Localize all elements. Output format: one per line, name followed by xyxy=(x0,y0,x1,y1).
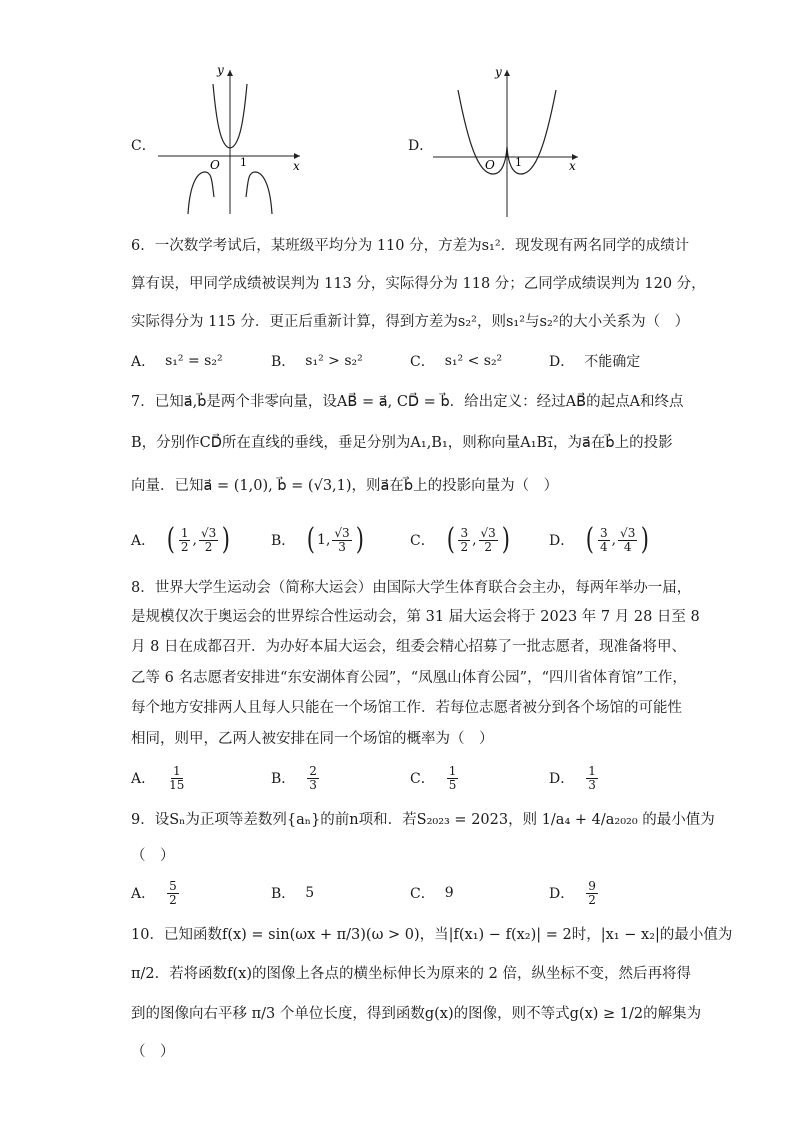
q8-line-4: 乙等 6 名志愿者安排进“东安湖体育公园”，“凤凰山体育公园”，“四川省体育馆”工作， xyxy=(131,670,687,686)
q7-option-d: D． ( $\frac{3}{4}$ , $\frac{√3}{4}$ ) xyxy=(549,522,650,557)
option-c-graph xyxy=(150,62,310,226)
q7-option-c: C． ( $\frac{3}{2}$ , $\frac{√3}{2}$ ) xyxy=(410,522,510,557)
q9-line-2: （ ） xyxy=(131,848,175,864)
q9-options xyxy=(131,876,691,910)
option-c-x-label: x xyxy=(293,159,300,173)
q6-option-c: C． s₁² < s₂² xyxy=(410,353,503,370)
q7-line-1: 7．已知a⃗,b⃗是两个非零向量，设AB⃗ = a⃗, CD⃗ = b⃗．给出定义：经过AB⃗的起点A和终点 xyxy=(131,394,684,410)
q8-options xyxy=(131,761,691,795)
q8-option-a: A． $\frac{1}{15}$ xyxy=(131,763,185,792)
q6-option-a: A． s₁² = s₂² xyxy=(131,353,223,370)
option-d-label: D． xyxy=(408,138,434,154)
option-d-y-label: y xyxy=(495,65,502,79)
q8-line-3: 月 8 日在成都召开．为办好本届大运会，组委会精心招募了一批志愿者，现准备将甲、 xyxy=(131,639,686,655)
option-c-tick: 1 xyxy=(240,156,247,169)
option-d-origin: O xyxy=(485,158,495,172)
option-c-y-label: y xyxy=(217,63,224,77)
q8-line-5: 每个地方安排两人且每人只能在一个场馆工作．若每位志愿者被分到各个场馆的可能性 xyxy=(131,700,682,716)
q6-options xyxy=(131,346,691,376)
q9-option-d: D． $\frac{9}{2}$ xyxy=(549,878,596,907)
option-c-label: C． xyxy=(131,138,156,154)
q8-option-b: B． $\frac{2}{3}$ xyxy=(271,763,317,792)
q7-options xyxy=(131,522,691,558)
q7-line-2: B，分别作CD⃗所在直线的垂线，垂足分别为A₁,B₁，则称向量A₁B₁⃗，为a⃗在b⃗上的投影 xyxy=(131,435,673,451)
q10-line-3: 到的图像向右平移 π/3 个单位长度，得到函数g(x)的图像，则不等式g(x) ≥ 1/2的解集为 xyxy=(131,1006,702,1022)
q9-option-a: A． $\frac{5}{2}$ xyxy=(131,878,177,907)
q10-line-2: π/2．若将函数f(x)的图像上各点的横坐标伸长为原来的 2 倍，纵坐标不变，然后再将得 xyxy=(131,966,691,982)
q6-line-3: 实际得分为 115 分．更正后重新计算，得到方差为s₂²，则s₁²与s₂²的大小关系为（ ） xyxy=(131,314,690,330)
q8-option-c: C． $\frac{1}{5}$ xyxy=(410,763,457,792)
q9-line-1: 9．设Sₙ为正项等差数列{aₙ}的前n项和．若S₂₀₂₃ = 2023，则 1/a₄ + 4/a₂₀₂₀ 的最小值为 xyxy=(131,812,715,828)
q8-line-2: 是规模仅次于奥运会的世界综合性运动会，第 31 届大运会将于 2023 年 7 月 28 日至 8 xyxy=(131,609,700,625)
q9-option-c: C． 9 xyxy=(410,885,454,902)
q7-option-b: B． ( 1 , $\frac{√3}{3}$ ) xyxy=(271,522,364,557)
q10-line-1: 10．已知函数f(x) = sin(ωx + π/3)(ω > 0)，当|f(x₁) − f(x₂)| = 2时，|x₁ − x₂|的最小值为 xyxy=(131,927,733,943)
q7-option-a: A． ( $\frac{1}{2}$ , $\frac{√3}{2}$ ) xyxy=(131,522,231,557)
q8-line-1: 8．世界大学生运动会（简称大运会）由国际大学生体育联合会主办，每两年举办一届， xyxy=(131,580,692,596)
q8-line-6: 相同，则甲，乙两人被安排在同一个场馆的概率为（ ） xyxy=(131,731,494,747)
q10-line-4: （ ） xyxy=(131,1044,175,1060)
option-d-graph xyxy=(428,62,588,226)
option-d-x-label: x xyxy=(569,159,576,173)
option-d-graph-svg xyxy=(428,62,588,222)
q9-option-b: B． 5 xyxy=(271,885,315,902)
option-d-tick: 1 xyxy=(515,156,522,169)
q7-line-3: 向量．已知a⃗ = (1,0), b⃗ = (√3,1)，则a⃗在b⃗上的投影向量为（ ） xyxy=(131,478,559,494)
q6-option-b: B． s₁² > s₂² xyxy=(271,353,363,370)
q6-line-2: 算有误，甲同学成绩被误判为 113 分，实际得分为 118 分；乙同学成绩误判为 120 分， xyxy=(131,276,706,292)
q6-line-1: 6．一次数学考试后，某班级平均分为 110 分，方差为s₁²．现发现有两名同学的成绩计 xyxy=(131,238,690,254)
q6-option-d: D． 不能确定 xyxy=(549,354,641,370)
option-c-origin: O xyxy=(210,158,220,172)
option-c-graph-svg xyxy=(150,62,310,222)
q8-option-d: D． $\frac{1}{3}$ xyxy=(549,763,596,792)
